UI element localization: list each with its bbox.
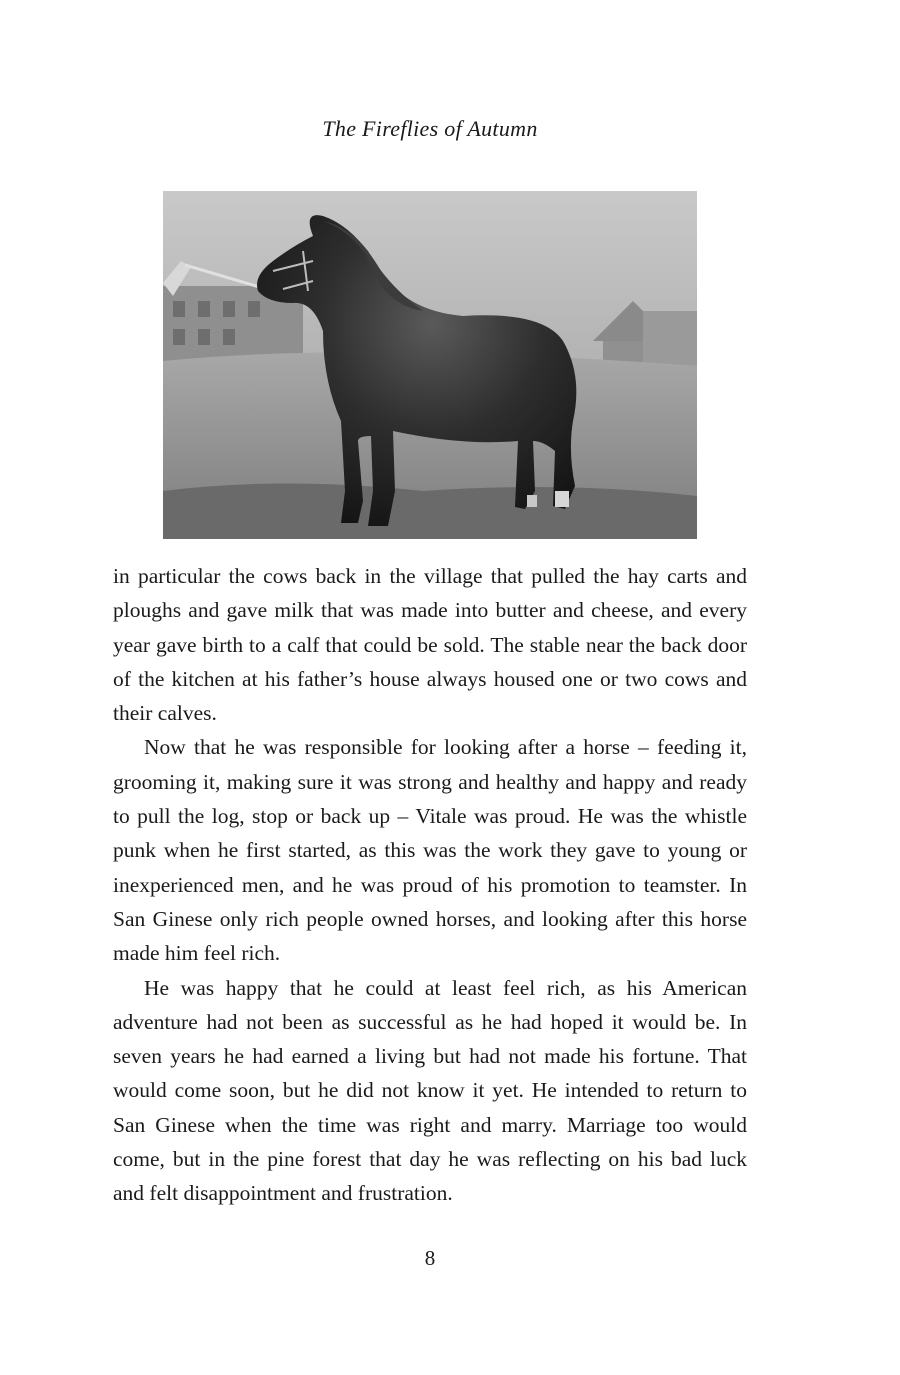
page-number: 8 <box>424 1246 436 1270</box>
paragraph: in particular the cows back in the village that pulled the hay carts and ploughs and gave milk that was made into butter and cheese, and every year gave birth to a calf that could be sold. The stable near the back door of the kitchen at his father’s house always housed one or two cows and their calves. <box>113 564 747 726</box>
paragraph: He was happy that he could at least feel rich, as his American adventure had not been as successful as he had hoped it would be. In seven years he had earned a living but had not made his fortune. That would come soon, but he did not know it yet. He intended to return to San Ginese when the time was right and marry. Marriage too would come, but in the pine forest that day he was reflecting on his bad luck and felt disappointment and frustration. <box>113 975 747 1206</box>
running-head-title: The Fireflies of Autumn <box>322 116 538 141</box>
body-text <box>113 559 747 1211</box>
horse-photograph <box>163 191 697 539</box>
horse-photo-illustration <box>163 191 697 539</box>
paragraph: Now that he was responsible for looking after a horse – feeding it, grooming it, making sure it was strong and healthy and happy and ready to pull the log, stop or back up – Vitale was proud. He was the whistle punk when he first started, as this was the work they gave to young or inexperienced men, and he was proud of his promotion to teamster. In San Ginese only rich people owned horses, and looking after this horse made him feel rich. <box>113 735 747 966</box>
